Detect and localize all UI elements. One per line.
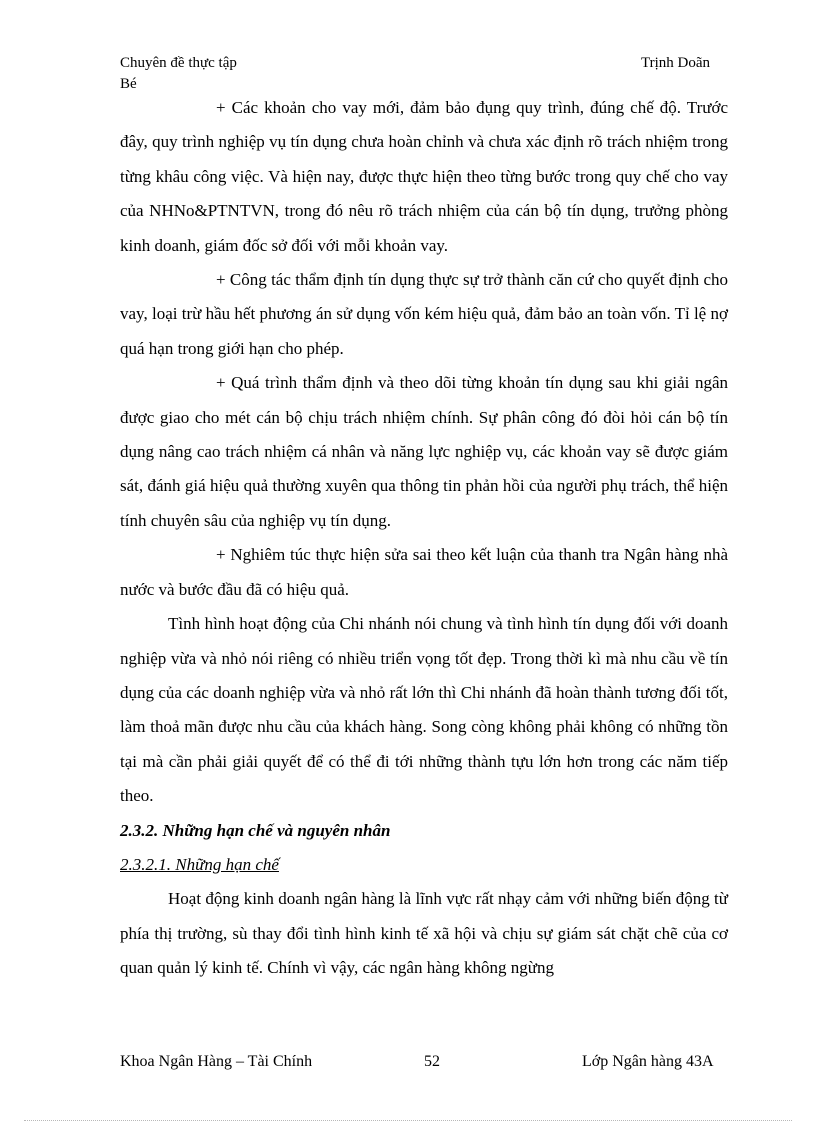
footer-left: Khoa Ngân Hàng – Tài Chính [120,1053,313,1070]
page-body [120,91,728,986]
paragraph-2: + Công tác thẩm định tín dụng thực sự trở thành căn cứ cho quyết định cho vay, loại trừ hầu hết phương án sử dụng vốn kém hiệu quả, đảm bảo an toàn vốn. Tỉ lệ nợ quá hạn trong giới hạn cho phép. [120,270,728,358]
page-number: 52 [424,1053,440,1070]
header-left-continuation: Bé [120,76,137,92]
header-right: Trịnh Doãn [641,55,711,71]
subsection-heading: 2.3.2.1. Những hạn chế [120,854,279,874]
paragraph-5: Tình hình hoạt động của Chi nhánh nói chung và tình hình tín dụng đối với doanh nghiệp vừa và nhỏ nói riêng có nhiều triển vọng tốt đẹp. Trong thời kì mà nhu cầu về tín dụng của các doanh nghiệp vừa và nhỏ rất lớn thì Chi nhánh đã hoàn thành tương đối tốt, làm thoả mãn được nhu cầu của khách hàng. Song còng không phải không có những tồn tại mà cần phải giải quyết để có thể đi tới những thành tựu lớn hơn trong các năm tiếp theo. [120,614,728,806]
header-left: Chuyên đề thực tập [120,55,237,71]
footer-right: Lớp Ngân hàng 43A [582,1053,714,1070]
paragraph-4: + Nghiêm túc thực hiện sửa sai theo kết luận của thanh tra Ngân hàng nhà nước và bước đầu đã có hiệu quả. [120,545,728,599]
page-bottom-divider [24,1120,792,1121]
paragraph-6: Hoạt động kinh doanh ngân hàng là lĩnh vực rất nhạy cảm với những biến động từ phía thị trường, sù thay đổi tình hình kinh tế xã hội và chịu sự giám sát chặt chẽ của cơ quan quản lý kinh tế. Chính vì vậy, các ngân hàng không ngừng [120,889,728,978]
paragraph-1: + Các khoản cho vay mới, đảm bảo đụng quy trình, đúng chế độ. Trước đây, quy trình nghiệp vụ tín dụng chưa hoàn chỉnh và chưa xác định rõ trách nhiệm trong từng khâu công việc. Và hiện nay, được thực hiện theo từng bước trong quy chế cho vay của NHNo&PTNTVN, trong đó nêu rõ trách nhiệm của cán bộ tín dụng, trưởng phòng kinh doanh, giám đốc sở đối với mỗi khoản vay. [120,98,728,255]
paragraph-3: + Quá trình thẩm định và theo dõi từng khoản tín dụng sau khi giải ngân được giao cho mét cán bộ chịu trách nhiệm chính. Sự phân công đó đòi hỏi cán bộ tín dụng nâng cao trách nhiệm cá nhân và năng lực nghiệp vụ, các khoản vay sẽ được giám sát, đánh giá hiệu quả thường xuyên qua thông tin phản hồi của người phụ trách, thể hiện tính chuyên sâu của nghiệp vụ tín dụng. [120,373,728,530]
section-heading: 2.3.2. Những hạn chế và nguyên nhân [120,820,391,840]
